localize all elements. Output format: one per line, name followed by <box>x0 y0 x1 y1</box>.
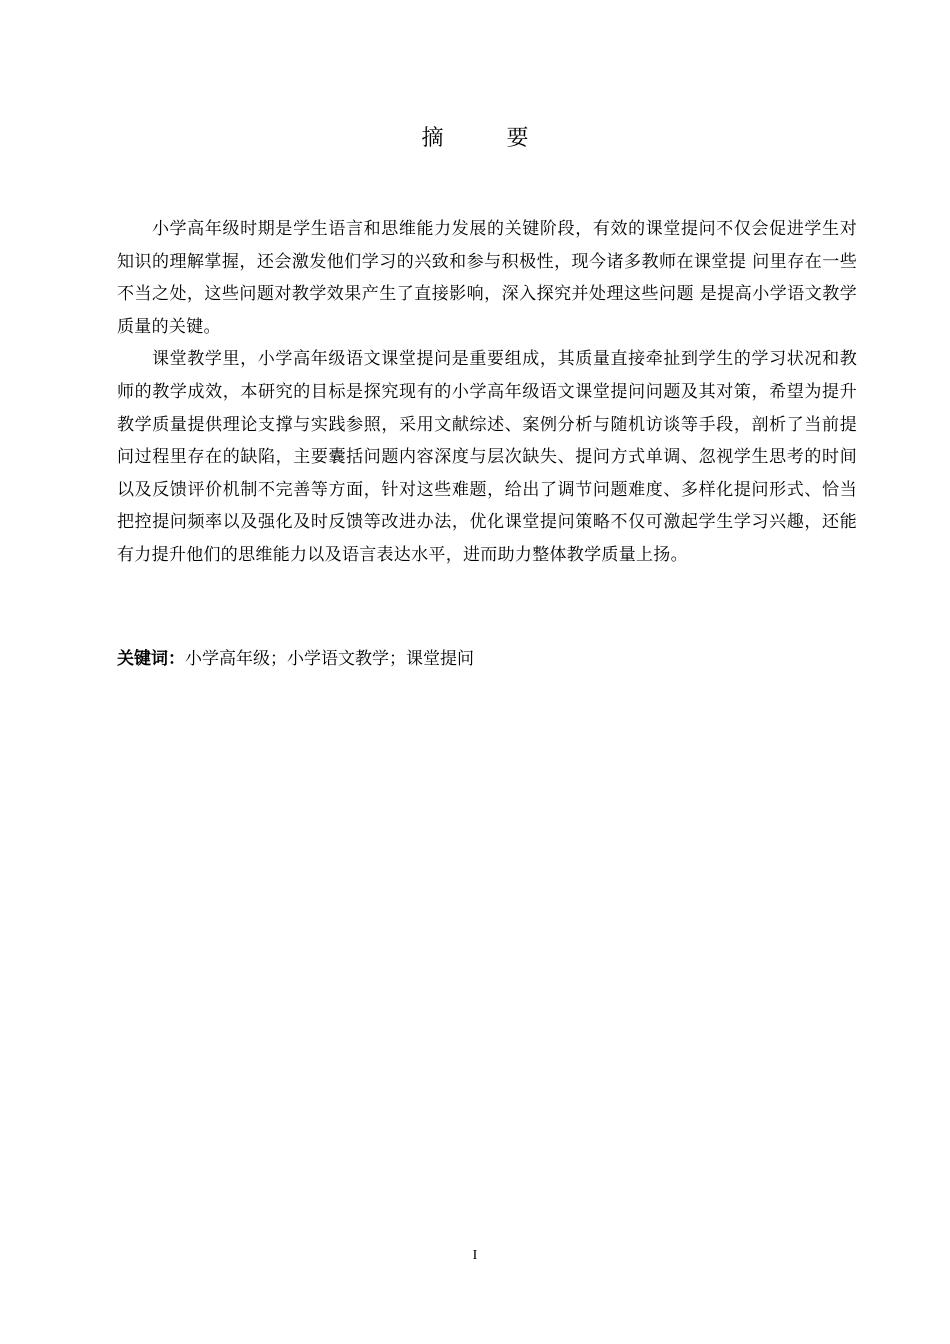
abstract-paragraph: 课堂教学里，小学高年级语文课堂提问是重要组成，其质量直接牵扯到学生的学习状况和教师的教学成效，本研究的目标是探究现有的小学高年级语文课堂提问问题及其对策，希望为提升教学质量提供理论支撑与实践参照，采用文献综述、案例分析与随机访谈等手段，剖析了当前提问过程里存在的缺陷，主要囊括问题内容深度与层次缺失、提问方式单调、忽视学生思考的时间以及反馈评价机制不完善等方面，针对这些难题，给出了调节问题难度、多样化提问形式、恰当把控提问频率以及强化及时反馈等改进办法，优化课堂提问策略不仅可激起学生学习兴趣，还能有力提升他们的思维能力以及语言表达水平，进而助力整体教学质量上扬。 <box>117 349 857 565</box>
page-number: I <box>472 1248 478 1263</box>
abstract-body <box>117 213 857 572</box>
keywords-label: 关键词： <box>117 649 185 669</box>
abstract-paragraph: 小学高年级时期是学生语言和思维能力发展的关键阶段，有效的课堂提问不仅会促进学生对知识的理解掌握，还会激发他们学习的兴致和参与积极性，现今诸多教师在课堂提 问里存在一些不当之处，这些问题对教学效果产生了直接影响，深入探究并处理这些问题 是提高小学语文教学质量的关键。 <box>117 219 857 337</box>
keywords-text: 小学高年级；小学语文教学；课堂提问 <box>185 649 474 669</box>
page-title: 摘 要 <box>421 126 557 151</box>
keywords-line <box>117 643 857 675</box>
